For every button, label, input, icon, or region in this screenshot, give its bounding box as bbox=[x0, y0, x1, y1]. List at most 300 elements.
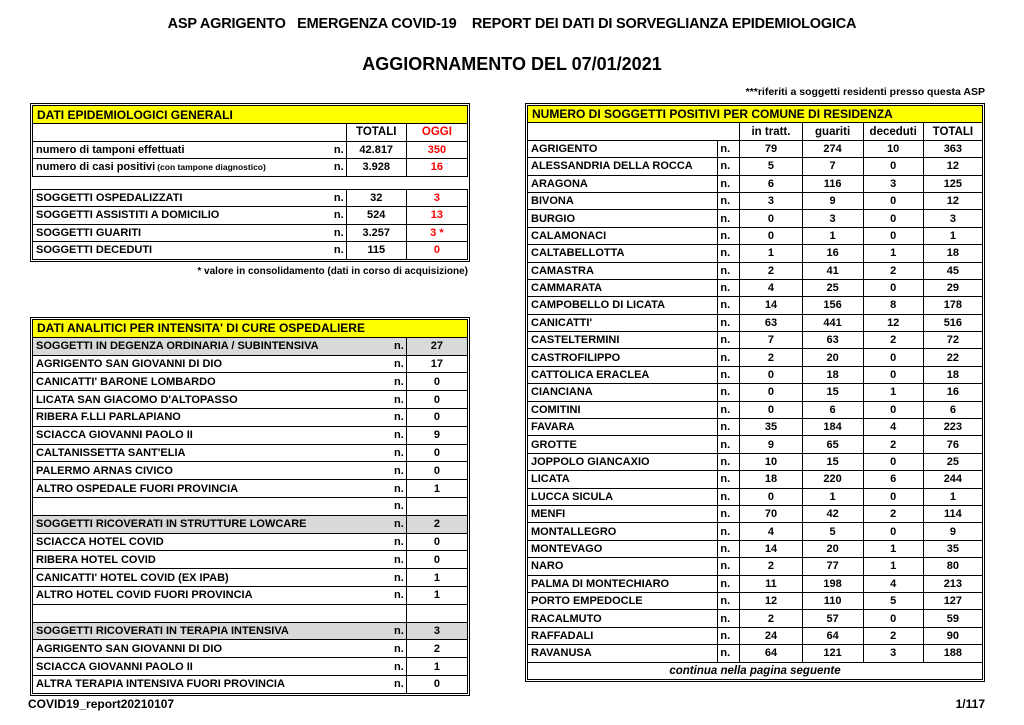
guariti-value-cell: 1 bbox=[802, 227, 863, 244]
comune-label-cell: CAMPOBELLO DI LICATA bbox=[528, 297, 718, 314]
guariti-value-cell: 63 bbox=[802, 332, 863, 349]
count-value-cell: 0 bbox=[406, 533, 467, 551]
general-data-table bbox=[32, 105, 468, 260]
n-label-cell: n. bbox=[718, 262, 740, 279]
table-row bbox=[33, 426, 468, 444]
table-row bbox=[528, 558, 983, 575]
n-label-cell: n. bbox=[718, 227, 740, 244]
table-row bbox=[33, 658, 468, 676]
n-label-cell: n. bbox=[376, 337, 406, 355]
guariti-value-cell: 20 bbox=[802, 540, 863, 557]
table-row bbox=[33, 141, 468, 159]
table-row bbox=[528, 488, 983, 505]
facility-label-cell: AGRIGENTO SAN GIOVANNI DI DIO bbox=[33, 640, 377, 658]
deceduti-value-cell: 2 bbox=[863, 436, 923, 453]
totali-value-cell: 223 bbox=[923, 419, 982, 436]
table-row bbox=[33, 159, 468, 177]
totali-value-cell: 76 bbox=[923, 436, 982, 453]
in-tratt-value-cell: 2 bbox=[740, 610, 802, 627]
facility-label-cell: CANICATTI' BARONE LOMBARDO bbox=[33, 373, 377, 391]
comune-label-cell: CAMASTRA bbox=[528, 262, 718, 279]
n-label-cell: n. bbox=[316, 207, 346, 225]
deceduti-value-cell: 2 bbox=[863, 505, 923, 522]
comune-label-cell: CASTROFILIPPO bbox=[528, 349, 718, 366]
comune-label-cell: FAVARA bbox=[528, 419, 718, 436]
in-tratt-value-cell: 6 bbox=[740, 175, 802, 192]
facility-label-cell: ALTRA TERAPIA INTENSIVA FUORI PROVINCIA bbox=[33, 675, 377, 693]
totali-value-cell: 1 bbox=[923, 227, 982, 244]
n-label-cell: n. bbox=[376, 533, 406, 551]
general-table-title: DATI EPIDEMIOLOGICI GENERALI bbox=[33, 106, 468, 124]
deceduti-value-cell: 4 bbox=[863, 419, 923, 436]
in-tratt-value-cell: 0 bbox=[740, 366, 802, 383]
comune-label-cell: CASTELTERMINI bbox=[528, 332, 718, 349]
table-row bbox=[33, 604, 468, 622]
deceduti-value-cell: 0 bbox=[863, 523, 923, 540]
table-row bbox=[528, 245, 983, 262]
in-tratt-value-cell: 9 bbox=[740, 436, 802, 453]
count-value-cell: 0 bbox=[406, 551, 467, 569]
comuni-table-wrapper bbox=[525, 103, 985, 682]
guariti-value-cell: 110 bbox=[802, 592, 863, 609]
row-label: SOGGETTI ASSISTITI A DOMICILIO bbox=[36, 209, 220, 222]
deceduti-value-cell: 0 bbox=[863, 349, 923, 366]
facility-label-cell: CANICATTI' HOTEL COVID (EX IPAB) bbox=[33, 569, 377, 587]
table-row bbox=[528, 645, 983, 662]
facility-label-cell: LICATA SAN GIACOMO D'ALTOPASSO bbox=[33, 391, 377, 409]
report-filename: COVID19_report20210107 bbox=[28, 697, 175, 711]
general-table-body bbox=[33, 141, 468, 259]
count-value-cell: 0 bbox=[406, 444, 467, 462]
table-row bbox=[528, 540, 983, 557]
n-label-cell: n. bbox=[376, 658, 406, 676]
comune-label-cell: LUCCA SICULA bbox=[528, 488, 718, 505]
n-label-cell: n. bbox=[718, 610, 740, 627]
in-tratt-value-cell: 4 bbox=[740, 279, 802, 296]
guariti-value-cell: 198 bbox=[802, 575, 863, 592]
comune-label-cell: LICATA bbox=[528, 471, 718, 488]
n-label-cell: n. bbox=[718, 488, 740, 505]
count-value-cell: 1 bbox=[406, 569, 467, 587]
n-label-cell: n. bbox=[376, 551, 406, 569]
in-tratt-value-cell: 10 bbox=[740, 453, 802, 470]
table-row bbox=[33, 224, 468, 242]
comune-label-cell: MONTEVAGO bbox=[528, 540, 718, 557]
table-row bbox=[33, 480, 468, 498]
n-label-cell: n. bbox=[376, 640, 406, 658]
guariti-value-cell: 41 bbox=[802, 262, 863, 279]
deceduti-value-cell: 12 bbox=[863, 314, 923, 331]
table-row bbox=[33, 551, 468, 569]
deceduti-value-cell: 8 bbox=[863, 297, 923, 314]
facility-label-cell: RIBERA F.LLI PARLAPIANO bbox=[33, 408, 377, 426]
guariti-value-cell: 15 bbox=[802, 453, 863, 470]
n-label-cell: n. bbox=[718, 471, 740, 488]
facility-label-cell bbox=[33, 497, 377, 515]
comune-label-cell: JOPPOLO GIANCAXIO bbox=[528, 453, 718, 470]
count-value-cell: 9 bbox=[406, 426, 467, 444]
in-tratt-value-cell: 0 bbox=[740, 488, 802, 505]
table-row bbox=[528, 453, 983, 470]
n-label-cell: n. bbox=[376, 462, 406, 480]
comuni-table-footer-row bbox=[528, 662, 983, 679]
general-table-title-row bbox=[33, 106, 468, 124]
guariti-value-cell: 116 bbox=[802, 175, 863, 192]
table-row bbox=[528, 471, 983, 488]
n-label-cell: n. bbox=[718, 366, 740, 383]
table-row bbox=[33, 640, 468, 658]
general-table-wrapper bbox=[30, 103, 470, 262]
n-label-cell: n. bbox=[718, 645, 740, 662]
col-header-totali: TOTALI bbox=[923, 123, 982, 140]
deceduti-value-cell: 4 bbox=[863, 575, 923, 592]
in-tratt-value-cell: 5 bbox=[740, 158, 802, 175]
totali-value-cell: 363 bbox=[923, 140, 982, 157]
comuni-table-header-row bbox=[528, 123, 983, 140]
guariti-value-cell: 18 bbox=[802, 366, 863, 383]
table-row bbox=[528, 279, 983, 296]
comune-label-cell: AGRIGENTO bbox=[528, 140, 718, 157]
oggi-value-cell: 3 * bbox=[406, 224, 467, 242]
totali-value-cell: 32 bbox=[346, 189, 406, 207]
totali-value-cell: 59 bbox=[923, 610, 982, 627]
table-row bbox=[33, 444, 468, 462]
totali-value-cell: 3.257 bbox=[346, 224, 406, 242]
n-label-cell bbox=[316, 176, 346, 189]
guariti-value-cell: 16 bbox=[802, 245, 863, 262]
totali-value-cell: 9 bbox=[923, 523, 982, 540]
row-label: numero di tamponi effettuati bbox=[36, 143, 185, 156]
table-row bbox=[33, 391, 468, 409]
facility-label-cell bbox=[33, 604, 377, 622]
deceduti-value-cell: 10 bbox=[863, 140, 923, 157]
deceduti-value-cell: 3 bbox=[863, 175, 923, 192]
comuni-table-body bbox=[528, 140, 983, 662]
table-row bbox=[528, 575, 983, 592]
oggi-value-cell: 13 bbox=[406, 207, 467, 225]
guariti-value-cell: 3 bbox=[802, 210, 863, 227]
comune-label-cell: GROTTE bbox=[528, 436, 718, 453]
totali-value-cell: 12 bbox=[923, 158, 982, 175]
totali-value-cell: 125 bbox=[923, 175, 982, 192]
in-tratt-value-cell: 79 bbox=[740, 140, 802, 157]
n-label-cell: n. bbox=[376, 373, 406, 391]
in-tratt-value-cell: 18 bbox=[740, 471, 802, 488]
totali-value-cell: 42.817 bbox=[346, 141, 406, 159]
n-label-cell: n. bbox=[718, 401, 740, 418]
in-tratt-value-cell: 3 bbox=[740, 192, 802, 209]
n-label-cell: n. bbox=[718, 192, 740, 209]
table-row bbox=[33, 622, 468, 640]
table-row bbox=[528, 210, 983, 227]
totali-value-cell: 18 bbox=[923, 245, 982, 262]
oggi-value-cell: 16 bbox=[406, 159, 467, 177]
n-label-cell: n. bbox=[718, 314, 740, 331]
facility-label-cell: ALTRO OSPEDALE FUORI PROVINCIA bbox=[33, 480, 377, 498]
n-label-cell: n. bbox=[718, 558, 740, 575]
n-label-cell: n. bbox=[316, 141, 346, 159]
n-label-cell: n. bbox=[718, 332, 740, 349]
facility-label-cell: SOGGETTI RICOVERATI IN TERAPIA INTENSIVA bbox=[33, 622, 377, 640]
totali-value-cell: 178 bbox=[923, 297, 982, 314]
n-label-cell: n. bbox=[376, 569, 406, 587]
deceduti-value-cell: 0 bbox=[863, 488, 923, 505]
n-label-cell: n. bbox=[376, 426, 406, 444]
in-tratt-value-cell: 35 bbox=[740, 419, 802, 436]
residents-note: ***riferiti a soggetti residenti presso questa ASP bbox=[745, 86, 985, 98]
col-header-oggi: OGGI bbox=[406, 124, 467, 142]
hospital-table-title-row bbox=[33, 320, 468, 338]
comune-label-cell: RAFFADALI bbox=[528, 627, 718, 644]
count-value-cell: 0 bbox=[406, 391, 467, 409]
count-value-cell: 1 bbox=[406, 480, 467, 498]
n-label-cell: n. bbox=[316, 159, 346, 177]
n-label-cell: n. bbox=[376, 355, 406, 373]
count-value-cell bbox=[406, 497, 467, 515]
table-row bbox=[33, 586, 468, 604]
n-label-cell: n. bbox=[718, 627, 740, 644]
table-row bbox=[33, 533, 468, 551]
in-tratt-value-cell: 0 bbox=[740, 210, 802, 227]
in-tratt-value-cell: 7 bbox=[740, 332, 802, 349]
totali-value-cell: 35 bbox=[923, 540, 982, 557]
guariti-value-cell: 274 bbox=[802, 140, 863, 157]
n-label-cell: n. bbox=[376, 444, 406, 462]
totali-value-cell: 80 bbox=[923, 558, 982, 575]
deceduti-value-cell: 3 bbox=[863, 645, 923, 662]
oggi-value-cell: 0 bbox=[406, 242, 467, 260]
row-label-cell bbox=[33, 224, 317, 242]
row-label: SOGGETTI OSPEDALIZZATI bbox=[36, 191, 183, 204]
n-label-cell: n. bbox=[376, 480, 406, 498]
in-tratt-value-cell: 0 bbox=[740, 384, 802, 401]
n-label-cell: n. bbox=[718, 140, 740, 157]
general-table-footnote: * valore in consolidamento (dati in corso di acquisizione) bbox=[197, 266, 468, 277]
in-tratt-value-cell: 0 bbox=[740, 401, 802, 418]
guariti-value-cell: 77 bbox=[802, 558, 863, 575]
n-label-cell: n. bbox=[718, 297, 740, 314]
comune-label-cell: MENFI bbox=[528, 505, 718, 522]
comune-label-cell: BIVONA bbox=[528, 192, 718, 209]
comune-label-cell: BURGIO bbox=[528, 210, 718, 227]
totali-value-cell: 22 bbox=[923, 349, 982, 366]
n-label-cell: n. bbox=[718, 384, 740, 401]
deceduti-value-cell: 0 bbox=[863, 227, 923, 244]
empty-header-cell bbox=[528, 123, 740, 140]
count-value-cell: 0 bbox=[406, 462, 467, 480]
page-number: 1/117 bbox=[955, 697, 985, 711]
count-value-cell: 27 bbox=[406, 337, 467, 355]
in-tratt-value-cell: 63 bbox=[740, 314, 802, 331]
n-label-cell: n. bbox=[718, 158, 740, 175]
n-label-cell: n. bbox=[316, 242, 346, 260]
guariti-value-cell: 64 bbox=[802, 627, 863, 644]
facility-label-cell: AGRIGENTO SAN GIOVANNI DI DIO bbox=[33, 355, 377, 373]
n-label-cell: n. bbox=[376, 586, 406, 604]
count-value-cell: 2 bbox=[406, 515, 467, 533]
comune-label-cell: ARAGONA bbox=[528, 175, 718, 192]
n-label-cell: n. bbox=[718, 592, 740, 609]
in-tratt-value-cell: 14 bbox=[740, 540, 802, 557]
facility-label-cell: SCIACCA HOTEL COVID bbox=[33, 533, 377, 551]
totali-value-cell: 188 bbox=[923, 645, 982, 662]
n-label-cell: n. bbox=[376, 391, 406, 409]
table-row bbox=[528, 140, 983, 157]
n-label-cell: n. bbox=[718, 175, 740, 192]
facility-label-cell: SOGGETTI RICOVERATI IN STRUTTURE LOWCARE bbox=[33, 515, 377, 533]
comuni-table-title: NUMERO DI SOGGETTI POSITIVI PER COMUNE DI RESIDENZA bbox=[528, 106, 983, 123]
empty-header-cell bbox=[33, 124, 347, 142]
n-label-cell: n. bbox=[718, 540, 740, 557]
count-value-cell: 1 bbox=[406, 586, 467, 604]
totali-value-cell: 244 bbox=[923, 471, 982, 488]
table-row bbox=[528, 523, 983, 540]
count-value-cell: 3 bbox=[406, 622, 467, 640]
totali-value-cell: 524 bbox=[346, 207, 406, 225]
hospital-table-wrapper bbox=[30, 317, 470, 696]
n-label-cell: n. bbox=[376, 497, 406, 515]
in-tratt-value-cell: 70 bbox=[740, 505, 802, 522]
in-tratt-value-cell: 14 bbox=[740, 297, 802, 314]
in-tratt-value-cell: 2 bbox=[740, 349, 802, 366]
oggi-value-cell: 350 bbox=[406, 141, 467, 159]
table-row bbox=[33, 337, 468, 355]
comuni-table-title-row bbox=[528, 106, 983, 123]
in-tratt-value-cell: 12 bbox=[740, 592, 802, 609]
guariti-value-cell: 156 bbox=[802, 297, 863, 314]
deceduti-value-cell: 0 bbox=[863, 401, 923, 418]
table-row bbox=[528, 227, 983, 244]
table-row bbox=[33, 515, 468, 533]
guariti-value-cell: 184 bbox=[802, 419, 863, 436]
in-tratt-value-cell: 2 bbox=[740, 558, 802, 575]
n-label-cell: n. bbox=[376, 675, 406, 693]
count-value-cell bbox=[406, 604, 467, 622]
row-label: numero di casi positivi bbox=[36, 161, 156, 174]
table-row bbox=[33, 373, 468, 391]
guariti-value-cell: 5 bbox=[802, 523, 863, 540]
totali-value-cell: 25 bbox=[923, 453, 982, 470]
totali-value-cell: 3.928 bbox=[346, 159, 406, 177]
deceduti-value-cell: 1 bbox=[863, 558, 923, 575]
n-label-cell: n. bbox=[718, 419, 740, 436]
totali-value-cell: 12 bbox=[923, 192, 982, 209]
deceduti-value-cell: 0 bbox=[863, 610, 923, 627]
totali-value-cell: 1 bbox=[923, 488, 982, 505]
guariti-value-cell: 220 bbox=[802, 471, 863, 488]
facility-label-cell: SOGGETTI IN DEGENZA ORDINARIA / SUBINTENSIVA bbox=[33, 337, 377, 355]
oggi-value-cell: 3 bbox=[406, 189, 467, 207]
deceduti-value-cell: 0 bbox=[863, 279, 923, 296]
totali-value-cell: 213 bbox=[923, 575, 982, 592]
n-label-cell: n. bbox=[718, 453, 740, 470]
totali-value-cell: 90 bbox=[923, 627, 982, 644]
table-row bbox=[528, 192, 983, 209]
row-label-cell bbox=[33, 207, 317, 225]
row-label: SOGGETTI GUARITI bbox=[36, 226, 142, 239]
totali-value-cell: 29 bbox=[923, 279, 982, 296]
totali-value-cell bbox=[346, 176, 406, 189]
totali-value-cell: 16 bbox=[923, 384, 982, 401]
in-tratt-value-cell: 0 bbox=[740, 227, 802, 244]
table-row bbox=[33, 176, 468, 189]
count-value-cell: 0 bbox=[406, 675, 467, 693]
count-value-cell: 2 bbox=[406, 640, 467, 658]
comuni-table bbox=[527, 105, 983, 680]
count-value-cell: 0 bbox=[406, 408, 467, 426]
comune-label-cell: CALAMONACI bbox=[528, 227, 718, 244]
n-label-cell bbox=[376, 604, 406, 622]
deceduti-value-cell: 2 bbox=[863, 262, 923, 279]
col-header-deceduti: deceduti bbox=[863, 123, 923, 140]
facility-label-cell: SCIACCA GIOVANNI PAOLO II bbox=[33, 658, 377, 676]
comune-label-cell: CIANCIANA bbox=[528, 384, 718, 401]
comune-label-cell: CALTABELLOTTA bbox=[528, 245, 718, 262]
n-label-cell: n. bbox=[718, 279, 740, 296]
comune-label-cell: NARO bbox=[528, 558, 718, 575]
facility-label-cell: PALERMO ARNAS CIVICO bbox=[33, 462, 377, 480]
comune-label-cell: CAMMARATA bbox=[528, 279, 718, 296]
n-label-cell: n. bbox=[718, 523, 740, 540]
guariti-value-cell: 15 bbox=[802, 384, 863, 401]
totali-value-cell: 114 bbox=[923, 505, 982, 522]
guariti-value-cell: 20 bbox=[802, 349, 863, 366]
totali-value-cell: 45 bbox=[923, 262, 982, 279]
n-label-cell: n. bbox=[718, 436, 740, 453]
comune-label-cell: COMITINI bbox=[528, 401, 718, 418]
facility-label-cell: RIBERA HOTEL COVID bbox=[33, 551, 377, 569]
table-row bbox=[528, 314, 983, 331]
table-row bbox=[528, 384, 983, 401]
table-row bbox=[33, 408, 468, 426]
deceduti-value-cell: 1 bbox=[863, 540, 923, 557]
table-row bbox=[528, 158, 983, 175]
table-row bbox=[33, 675, 468, 693]
count-value-cell: 0 bbox=[406, 373, 467, 391]
n-label-cell: n. bbox=[718, 349, 740, 366]
table-row bbox=[528, 262, 983, 279]
totali-value-cell: 3 bbox=[923, 210, 982, 227]
hospital-care-table bbox=[32, 319, 468, 694]
table-row bbox=[33, 569, 468, 587]
row-label-cell bbox=[33, 141, 317, 159]
guariti-value-cell: 121 bbox=[802, 645, 863, 662]
n-label-cell: n. bbox=[376, 515, 406, 533]
row-label-cell bbox=[33, 189, 317, 207]
in-tratt-value-cell: 11 bbox=[740, 575, 802, 592]
totali-value-cell: 18 bbox=[923, 366, 982, 383]
table-row bbox=[528, 610, 983, 627]
deceduti-value-cell: 0 bbox=[863, 453, 923, 470]
table-row bbox=[528, 436, 983, 453]
comune-label-cell: RAVANUSA bbox=[528, 645, 718, 662]
totali-value-cell: 127 bbox=[923, 592, 982, 609]
guariti-value-cell: 42 bbox=[802, 505, 863, 522]
comune-label-cell: PORTO EMPEDOCLE bbox=[528, 592, 718, 609]
hospital-table-body bbox=[33, 337, 468, 693]
report-subtitle: AGGIORNAMENTO DEL 07/01/2021 bbox=[362, 54, 662, 74]
deceduti-value-cell: 0 bbox=[863, 192, 923, 209]
col-header-guariti: guariti bbox=[802, 123, 863, 140]
deceduti-value-cell: 5 bbox=[863, 592, 923, 609]
table-row bbox=[33, 497, 468, 515]
deceduti-value-cell: 2 bbox=[863, 332, 923, 349]
row-label-cell bbox=[33, 242, 317, 260]
oggi-value-cell bbox=[406, 176, 467, 189]
n-label-cell: n. bbox=[376, 408, 406, 426]
facility-label-cell: CALTANISSETTA SANT'ELIA bbox=[33, 444, 377, 462]
hospital-table-title: DATI ANALITICI PER INTENSITA' DI CURE OSPEDALIERE bbox=[33, 320, 468, 338]
